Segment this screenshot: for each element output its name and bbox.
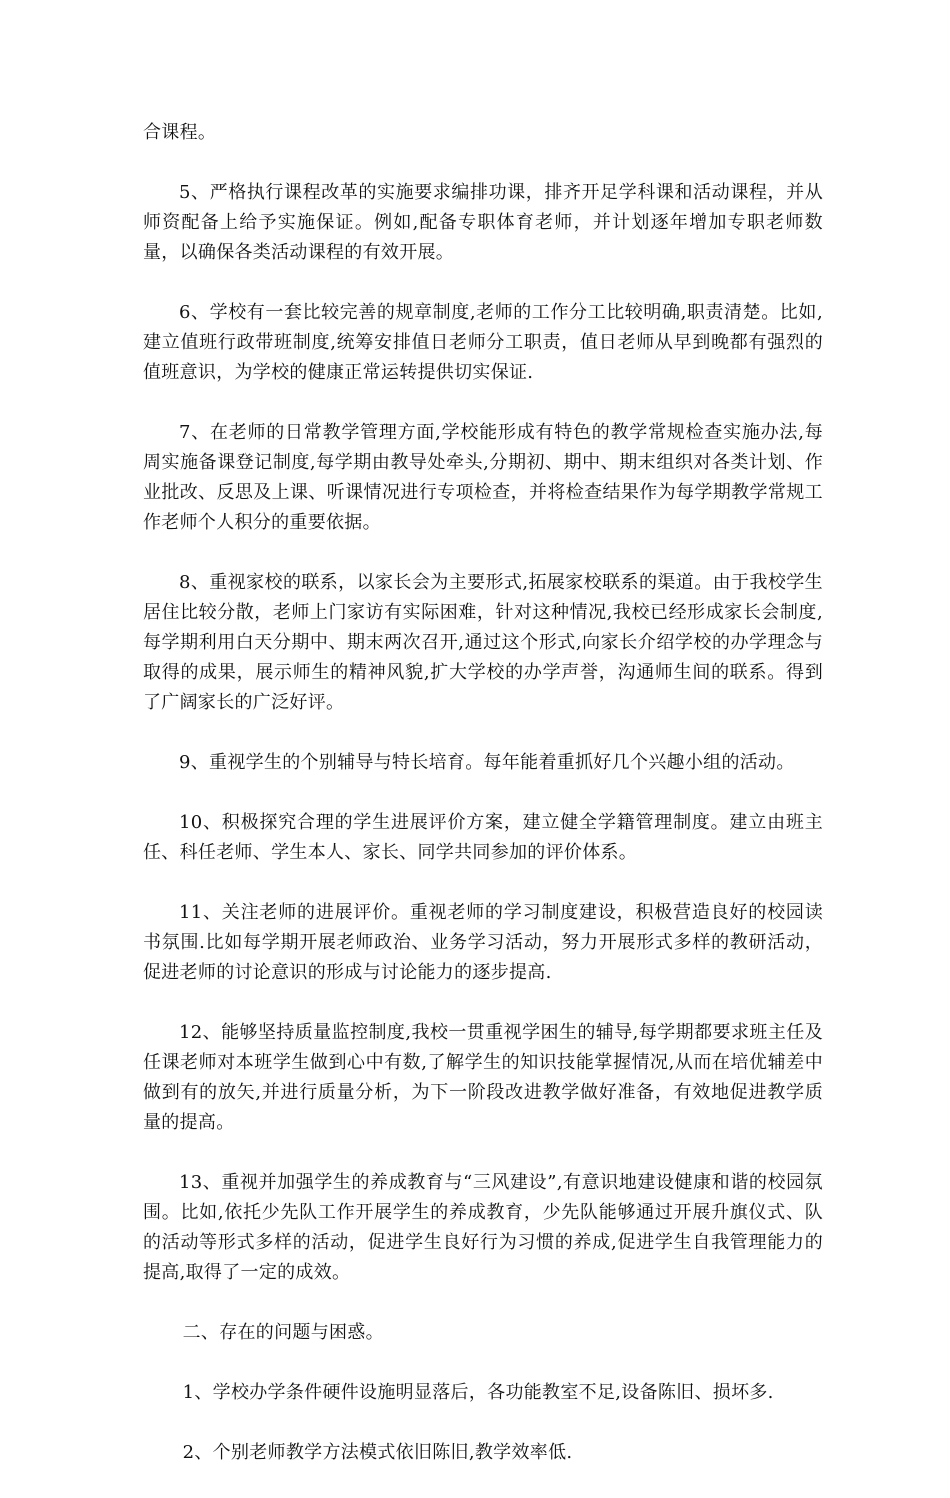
document-page — [143, 118, 823, 1498]
paragraph-item-9: 9、重视学生的个别辅导与特长培育。每年能着重抓好几个兴趣小组的活动。 — [179, 752, 795, 773]
paragraph-continuation: 合课程。 — [143, 122, 217, 143]
paragraph-item-10: 10、积极探究合理的学生进展评价方案，建立健全学籍管理制度。建立由班主任、科任老师、学生本人、家长、同学共同参加的评价体系。 — [143, 812, 823, 863]
paragraph-problem-2: 2、个别老师教学方法模式依旧陈旧,教学效率低. — [182, 1442, 573, 1463]
paragraph-item-13: 13、重视并加强学生的养成教育与“三风建设”,有意识地建设健康和谐的校园氛围。比如,依托少先队工作开展学生的养成教育，少先队能够通过开展升旗仪式、队的活动等形式多样的活动，促进学生良好行为习惯的养成,促进学生自我管理能力的提高,取得了一定的成效。 — [143, 1172, 823, 1283]
paragraph-item-11: 11、关注老师的进展评价。重视老师的学习制度建设，积极营造良好的校园读书氛围.比如每学期开展老师政治、业务学习活动，努力开展形式多样的教研活动，促进老师的讨论意识的形成与讨论能力的逐步提高. — [143, 902, 823, 983]
paragraph-problem-1: 1、学校办学条件硬件设施明显落后，各功能教室不足,设备陈旧、损坏多. — [182, 1382, 774, 1403]
section-heading-problems: 二、存在的问题与困惑。 — [182, 1322, 384, 1343]
paragraph-item-7: 7、在老师的日常教学管理方面,学校能形成有特色的教学常规检查实施办法,每周实施备课登记制度,每学期由教导处牵头,分期初、期中、期末组织对各类计划、作业批改、反思及上课、听课情况进行专项检查，并将检查结果作为每学期教学常规工作老师个人积分的重要依据。 — [143, 422, 823, 533]
paragraph-item-6: 6、学校有一套比较完善的规章制度,老师的工作分工比较明确,职责清楚。比如,建立值班行政带班制度,统筹安排值日老师分工职责，值日老师从早到晚都有强烈的值班意识，为学校的健康正常运转提供切实保证. — [143, 302, 823, 383]
paragraph-item-12: 12、能够坚持质量监控制度,我校一贯重视学困生的辅导,每学期都要求班主任及任课老师对本班学生做到心中有数,了解学生的知识技能掌握情况,从而在培优辅差中做到有的放矢,并进行质量分析，为下一阶段改进教学做好准备，有效地促进教学质量的提高。 — [143, 1022, 823, 1133]
paragraph-item-5: 5、严格执行课程改革的实施要求编排功课，排齐开足学科课和活动课程，并从师资配备上给予实施保证。例如,配备专职体育老师，并计划逐年增加专职老师数量，以确保各类活动课程的有效开展。 — [143, 182, 823, 263]
paragraph-item-8: 8、重视家校的联系，以家长会为主要形式,拓展家校联系的渠道。由于我校学生居住比较分散，老师上门家访有实际困难，针对这种情况,我校已经形成家长会制度,每学期利用白天分期中、期末两次召开,通过这个形式,向家长介绍学校的办学理念与取得的成果，展示师生的精神风貌,扩大学校的办学声誉，沟通师生间的联系。得到了广阔家长的广泛好评。 — [143, 572, 823, 713]
